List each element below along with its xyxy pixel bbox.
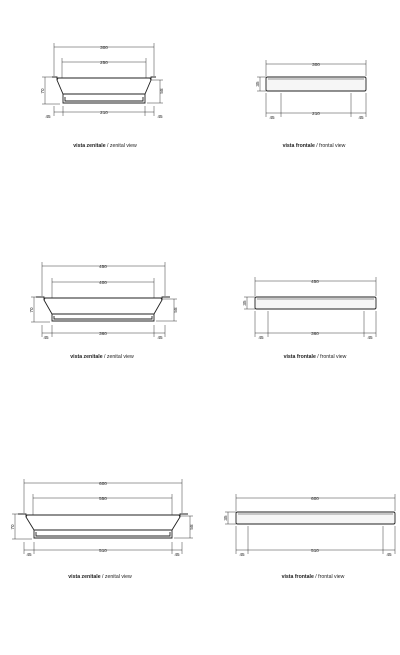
dim-bottom-1 (45, 106, 163, 119)
zenital-view-3 (10, 479, 194, 580)
dim-label-height-right-1: 58 (159, 88, 164, 94)
zenital-view-1 (40, 43, 164, 149)
dim-overall-width-2 (42, 262, 165, 296)
dim-height-front-2 (242, 297, 255, 309)
dim-label-inner-width-1: 210 (100, 110, 108, 115)
frontal-view-3 (223, 494, 395, 580)
dim-label-height-left-3: 70 (10, 524, 15, 530)
dim-label-overall-width-1: 300 (100, 45, 108, 50)
shelf-profile-zenital-3 (18, 514, 188, 538)
dim-label-overall-width-3: 600 (99, 481, 107, 486)
dim-label-height-front-3: 35 (223, 515, 228, 521)
dim-height-front-1 (255, 77, 266, 91)
dim-bottom-front-1 (266, 93, 366, 120)
dim-label-left-offset-front-1: 45 (269, 115, 275, 120)
dim-label-inner-width-front-2: 360 (311, 331, 319, 336)
caption-bold: vista frontale (282, 143, 315, 149)
caption-bold: vista frontale (283, 354, 316, 360)
caption-bold: vista zenitale (70, 354, 103, 360)
dim-bottom-front-2 (255, 311, 376, 340)
dim-overall-width-front-2 (255, 277, 376, 296)
caption-rest: / zenital view (100, 574, 132, 580)
dim-height-left-3 (10, 514, 32, 539)
dim-label-right-offset-front-2: 45 (367, 335, 373, 340)
dim-label-overall-width-front-2: 450 (311, 279, 319, 284)
caption-rest: / frontal view (313, 574, 345, 580)
caption-zenital-1 (73, 143, 137, 149)
dim-label-top-width-2: 400 (99, 280, 107, 285)
caption-rest: / frontal view (315, 354, 347, 360)
dim-top-width-3 (33, 494, 172, 515)
dim-label-height-front-2: 35 (242, 300, 247, 306)
dim-overall-width-front-3 (236, 494, 395, 511)
dim-label-left-offset-2: 45 (43, 335, 49, 340)
dim-label-inner-width-front-3: 510 (311, 548, 319, 553)
caption-zenital-2 (70, 354, 134, 360)
dim-height-left-2 (29, 297, 50, 322)
dim-bottom-3 (24, 542, 182, 557)
dim-label-top-width-3: 550 (99, 496, 107, 501)
caption-bold: vista zenitale (68, 574, 101, 580)
dim-label-left-offset-front-2: 45 (258, 335, 264, 340)
shelf-profile-zenital-1 (52, 77, 156, 103)
dim-label-right-offset-2: 45 (157, 335, 163, 340)
dim-label-height-front-1: 35 (255, 81, 260, 87)
caption-rest: / frontal view (314, 143, 346, 149)
caption-zenital-3 (68, 574, 132, 580)
dim-top-width-1 (62, 58, 146, 78)
caption-frontal-2 (284, 354, 347, 360)
dim-overall-width-front-1 (266, 60, 366, 76)
dim-label-top-width-1: 250 (100, 60, 108, 65)
caption-rest: / zenital view (105, 143, 137, 149)
dim-label-right-offset-front-3: 45 (386, 552, 392, 557)
dim-height-front-3 (223, 512, 236, 524)
dim-label-inner-width-2: 360 (99, 331, 107, 336)
caption-frontal-1 (283, 143, 346, 149)
caption-rest: / zenital view (102, 354, 134, 360)
dim-label-height-left-1: 70 (40, 88, 45, 94)
dim-label-left-offset-1: 45 (45, 114, 51, 119)
caption-bold: vista zenitale (73, 143, 106, 149)
dim-height-right-2 (156, 299, 178, 321)
dim-label-inner-width-3: 510 (99, 548, 107, 553)
dim-height-right-3 (174, 516, 194, 538)
dim-label-inner-width-front-1: 210 (312, 111, 320, 116)
dim-label-height-right-3: 58 (189, 524, 194, 530)
dim-label-overall-width-front-3: 600 (311, 496, 319, 501)
frontal-view-2 (242, 277, 376, 360)
caption-frontal-3 (282, 574, 345, 580)
zenital-view-2 (29, 262, 178, 360)
dim-label-overall-width-front-1: 300 (312, 62, 320, 67)
shelf-profile-zenital-2 (36, 297, 170, 321)
dim-label-height-right-2: 58 (173, 307, 178, 313)
dim-label-right-offset-1: 45 (157, 114, 163, 119)
dim-label-overall-width-2: 450 (99, 264, 107, 269)
dim-label-right-offset-front-1: 45 (358, 115, 364, 120)
dim-label-left-offset-3: 45 (26, 552, 32, 557)
dim-label-right-offset-3: 45 (174, 552, 180, 557)
dim-bottom-2 (42, 325, 165, 340)
caption-bold: vista frontale (281, 574, 314, 580)
dim-bottom-front-3 (236, 526, 395, 557)
frontal-view-1 (255, 60, 366, 149)
dim-label-left-offset-front-3: 45 (239, 552, 245, 557)
dim-top-width-2 (52, 278, 154, 298)
dim-label-height-left-2: 70 (29, 307, 34, 313)
